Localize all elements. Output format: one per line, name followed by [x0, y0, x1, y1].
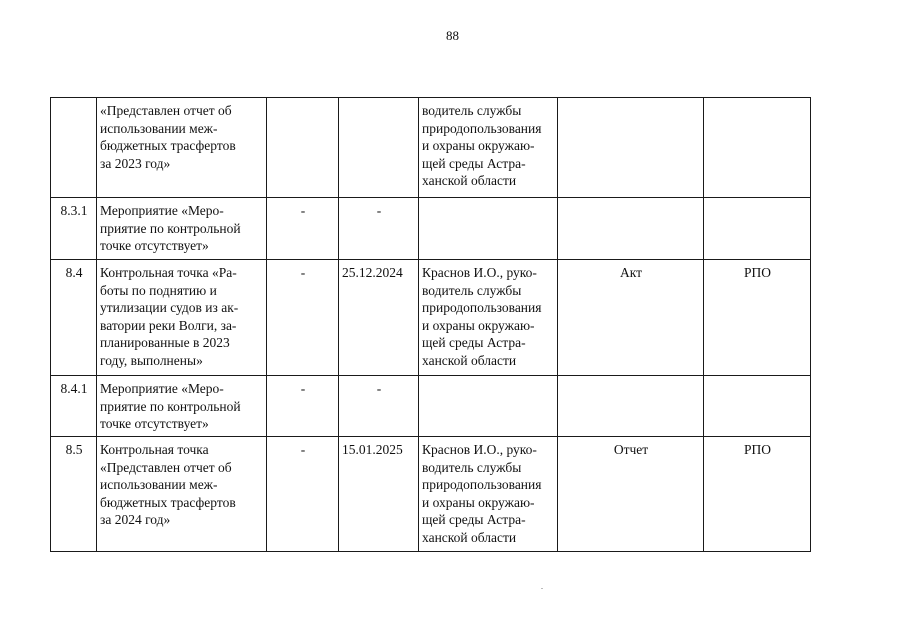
row-description: Мероприятие «Меро- приятие по контрольной точке отсутствует» [97, 198, 267, 260]
row-end-date: - [339, 198, 419, 260]
row-number [51, 98, 97, 198]
row-number: 8.4 [51, 260, 97, 376]
row-document: Отчет [558, 437, 704, 552]
row-type [704, 376, 811, 437]
row-type: РПО [704, 437, 811, 552]
row-end-date: 15.01.2025 [339, 437, 419, 552]
row-end-date: - [339, 376, 419, 437]
row-number: 8.4.1 [51, 376, 97, 437]
table-row [51, 437, 811, 552]
row-start-date: - [267, 260, 339, 376]
control-points-table [50, 97, 811, 552]
row-number: 8.3.1 [51, 198, 97, 260]
row-end-date [339, 98, 419, 198]
row-start-date [267, 98, 339, 198]
row-description: Контрольная точка «Представлен отчет об использовании меж- бюджетных трасфертов за 2024 год» [97, 437, 267, 552]
row-responsible [419, 198, 558, 260]
table-row [51, 260, 811, 376]
row-description: Мероприятие «Меро- приятие по контрольной точке отсутствует» [97, 376, 267, 437]
row-description: «Представлен отчет об использовании меж- бюджетных трасфертов за 2023 год» [97, 98, 267, 198]
row-start-date: - [267, 198, 339, 260]
row-number: 8.5 [51, 437, 97, 552]
row-type [704, 98, 811, 198]
row-document: Акт [558, 260, 704, 376]
row-document [558, 98, 704, 198]
table-row [51, 98, 811, 198]
page-number: 88 [446, 28, 459, 43]
row-document [558, 198, 704, 260]
row-description: Контрольная точка «Ра- боты по поднятию и утилизации судов из ак- ватории реки Волги, за- планированные в 2023 году, выполнены» [97, 260, 267, 376]
scan-speck [541, 588, 543, 589]
row-type: РПО [704, 260, 811, 376]
row-responsible: Краснов И.О., руко- водитель службы природопользования и охраны окружаю- щей среды Астра- ханской области [419, 260, 558, 376]
row-start-date: - [267, 437, 339, 552]
table-row [51, 376, 811, 437]
row-end-date: 25.12.2024 [339, 260, 419, 376]
row-responsible [419, 376, 558, 437]
row-start-date: - [267, 376, 339, 437]
row-responsible: водитель службы природопользования и охраны окружаю- щей среды Астра- ханской области [419, 98, 558, 198]
table-row [51, 198, 811, 260]
row-document [558, 376, 704, 437]
row-responsible: Краснов И.О., руко- водитель службы природопользования и охраны окружаю- щей среды Астра- ханской области [419, 437, 558, 552]
row-type [704, 198, 811, 260]
